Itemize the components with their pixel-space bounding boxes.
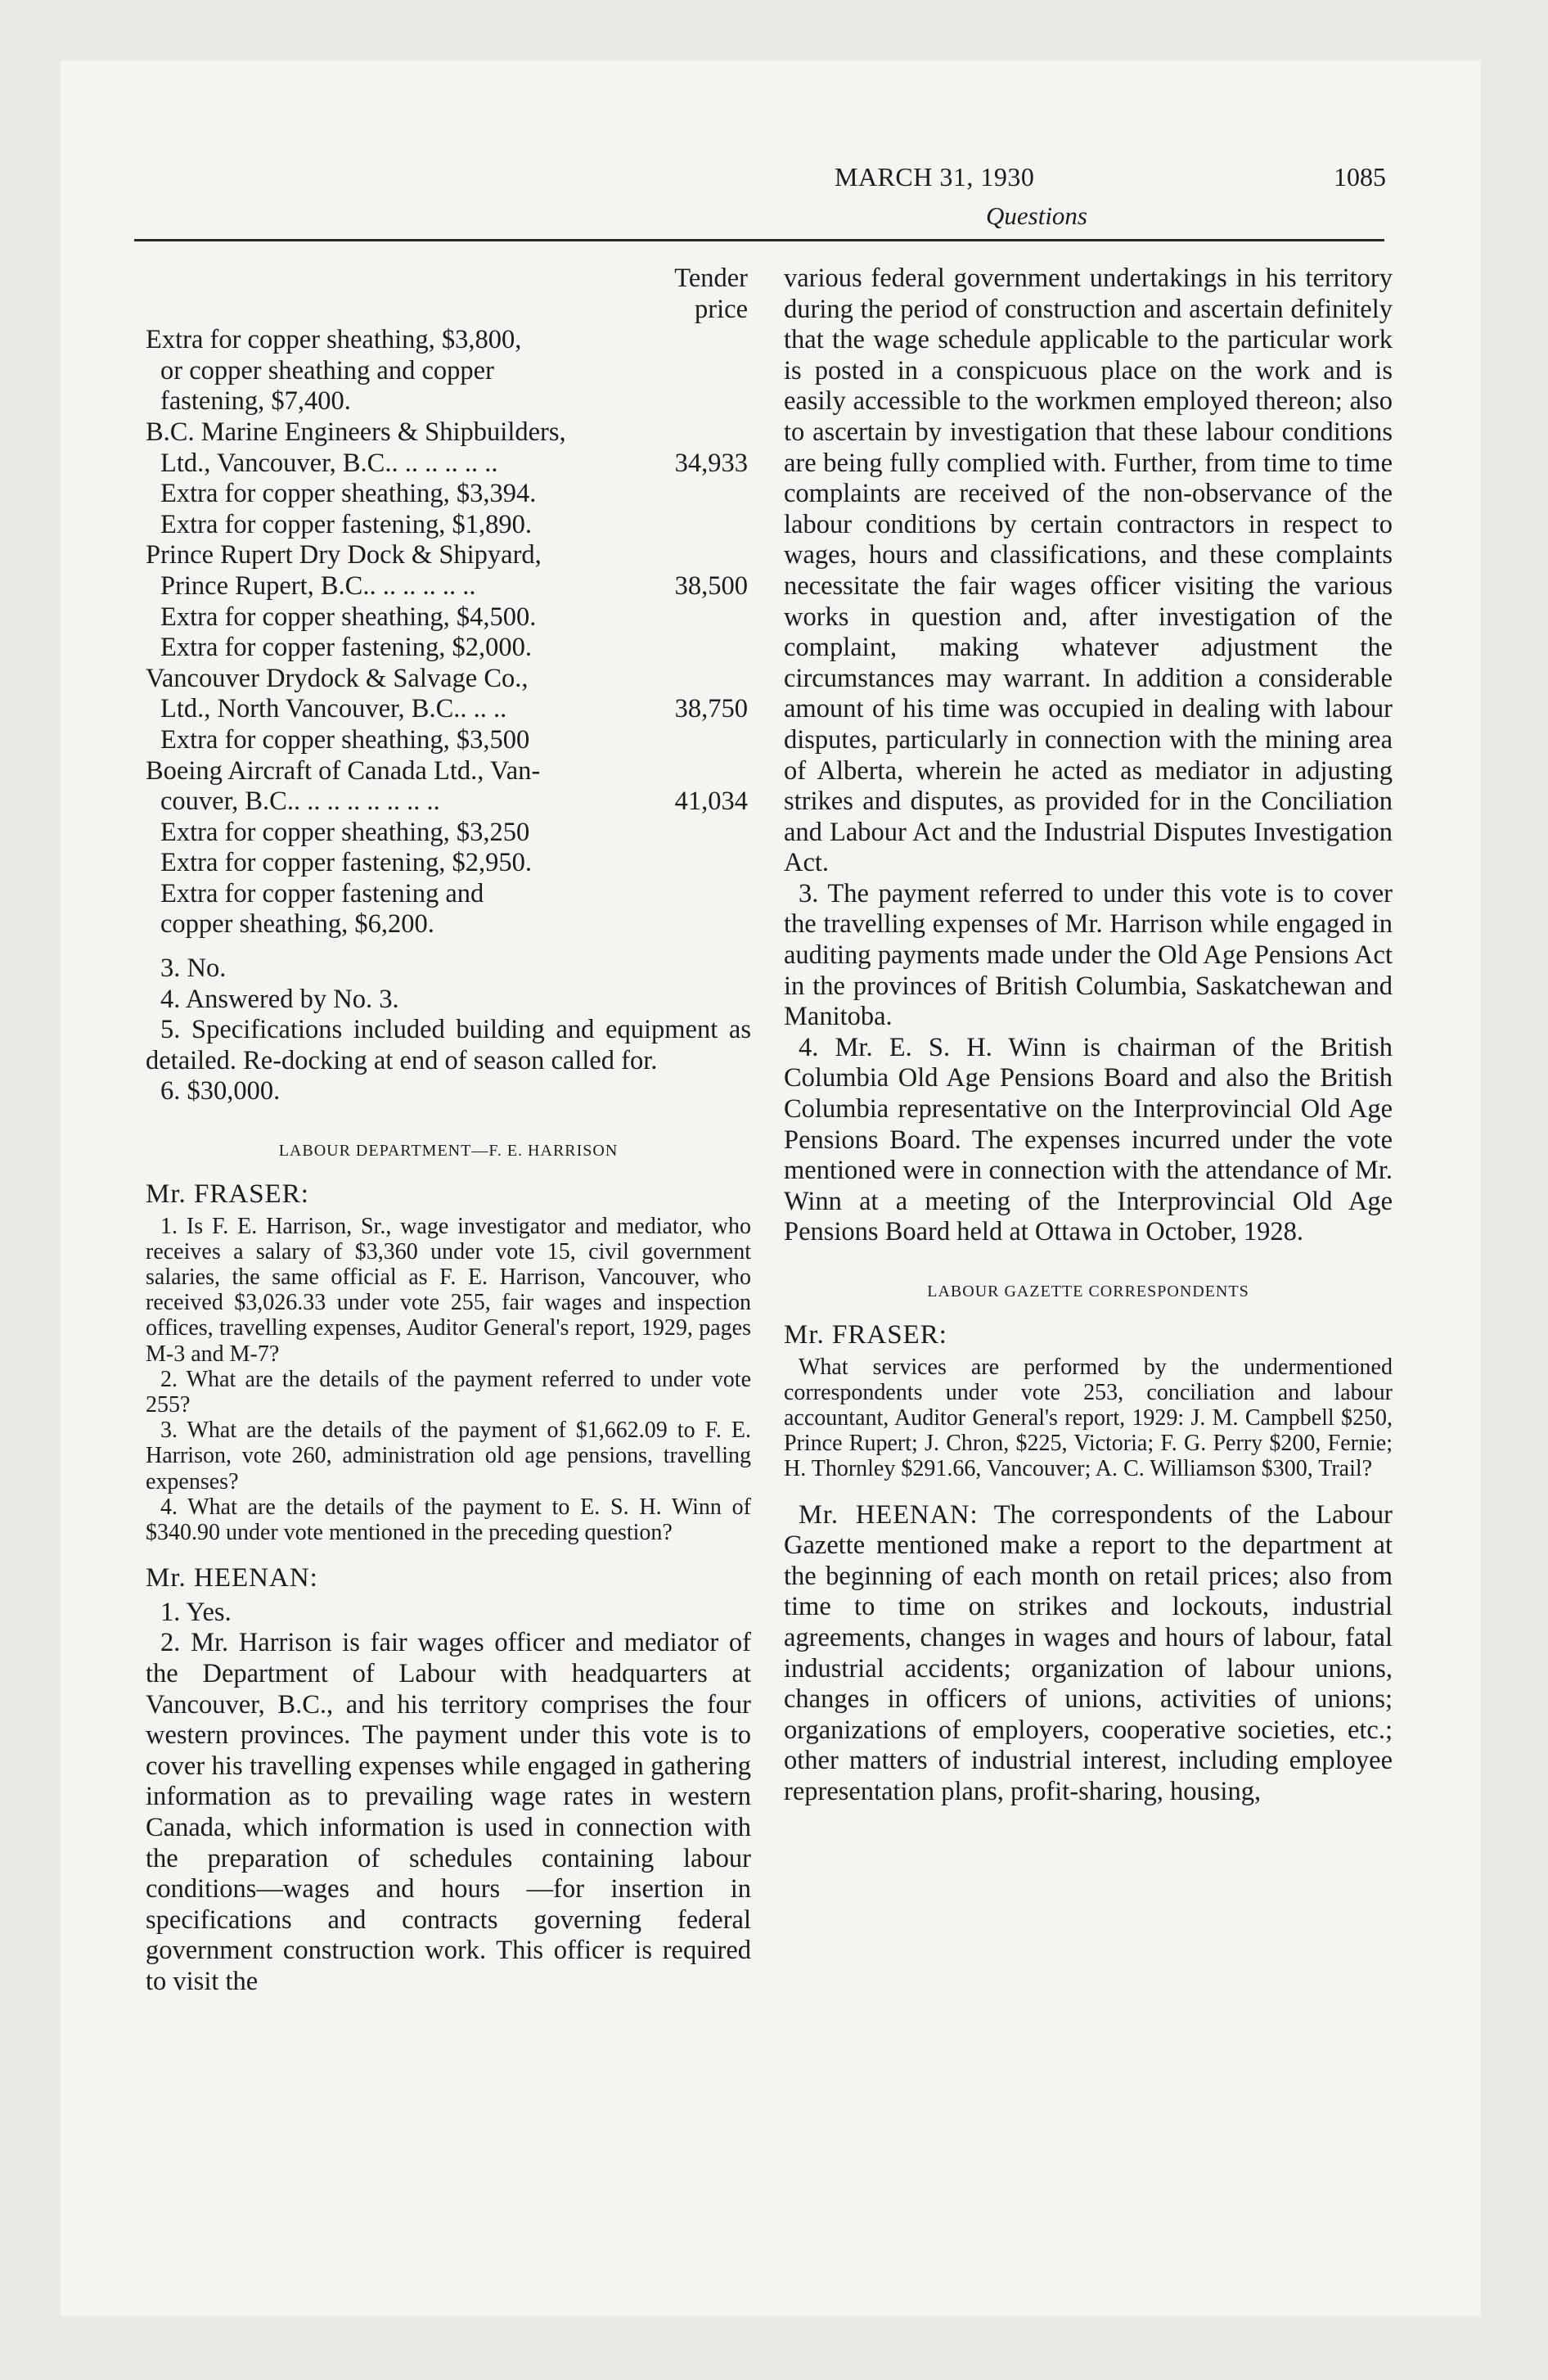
question-paragraph: 3. What are the details of the payment of $1,662.09 to F. E. Harrison, vote 260, administration old age pensions, travelling expenses? bbox=[146, 1418, 751, 1494]
question-paragraph: What services are performed by the undermentioned correspondents under vote 253, conciliation and labour accountant, Auditor General's report, 1929: J. M. Campbell $250, Prince Rupert; J. Chron, $225, Victoria; F. G. Perry $200, Fernie; H. Thornley $291.66, Vancouver; A. C. Williamson $300, Trail? bbox=[784, 1354, 1393, 1482]
speaker-name: Mr. HEENAN: bbox=[799, 1499, 979, 1530]
tender-row-text: or copper sheathing and copper bbox=[160, 355, 494, 385]
tender-row bbox=[146, 479, 751, 510]
tender-price-heading bbox=[146, 264, 751, 325]
tender-row-text: Ltd., Vancouver, B.C.. .. .. .. .. .. bbox=[160, 448, 498, 478]
tender-row-text: B.C. Marine Engineers & Shipbuilders, bbox=[146, 417, 566, 447]
right-column bbox=[784, 264, 1393, 1808]
header-rule bbox=[134, 239, 1384, 241]
answer-paragraph: 1. Yes. bbox=[160, 1597, 232, 1627]
tender-row bbox=[146, 818, 751, 849]
tender-list bbox=[146, 325, 751, 940]
tender-row-text: Prince Rupert, B.C.. .. .. .. .. .. bbox=[160, 570, 476, 601]
tender-row bbox=[146, 602, 751, 633]
questions-block bbox=[146, 1214, 751, 1546]
tender-amount: 41,034 bbox=[674, 787, 748, 817]
page-header bbox=[0, 0, 1548, 246]
tender-amount: 38,750 bbox=[674, 694, 748, 724]
speaker-name: Mr. FRASER: bbox=[146, 1179, 309, 1210]
answers-block-1 bbox=[146, 953, 751, 1107]
tender-row-text: copper sheathing, $6,200. bbox=[160, 909, 434, 940]
tender-row bbox=[146, 386, 751, 417]
speaker-name: Mr. HEENAN: bbox=[146, 1563, 318, 1593]
tender-row bbox=[146, 879, 751, 910]
tender-row-text: Ltd., North Vancouver, B.C.. .. .. bbox=[160, 694, 507, 724]
tender-row-text: Vancouver Drydock & Salvage Co., bbox=[146, 663, 529, 693]
tender-row-text: Extra for copper sheathing, $3,394. bbox=[160, 479, 537, 509]
question-paragraph: 2. What are the details of the payment referred to under vote 255? bbox=[146, 1366, 751, 1418]
tender-row-text: Boeing Aircraft of Canada Ltd., Van- bbox=[146, 755, 541, 786]
tender-row bbox=[146, 540, 751, 571]
speaker-name: Mr. FRASER: bbox=[784, 1320, 947, 1350]
section-heading: LABOUR GAZETTE CORRESPONDENTS bbox=[927, 1282, 1249, 1300]
tender-row-text: Extra for copper fastening, $2,000. bbox=[160, 633, 532, 663]
header-page-number: 1085 bbox=[1334, 162, 1386, 192]
tender-row-text: Extra for copper fastening and bbox=[160, 878, 484, 908]
tender-row bbox=[146, 449, 751, 480]
tender-row bbox=[146, 909, 751, 940]
answer-paragraph: 2. Mr. Harrison is fair wages officer and mediator of the Department of Labour with headquarters at Vancouver, B.C., and his territory comprises the four western provinces. The payment under this vote is to cover his travelling expenses while engaged in gathering information as to prevailing wage rates in western Canada, which information is used in connection with the preparation of schedules containing labour conditions—wages and hours —for insertion in specifications and contracts governing federal government construction work. This officer is required to visit the bbox=[146, 1628, 751, 1996]
tender-row bbox=[146, 848, 751, 879]
tender-row bbox=[146, 756, 751, 787]
answer-text: The correspondents of the Labour Gazette mentioned make a report to the department at the beginning of each month on retail prices; also from time to time on strikes and lockouts, industrial agreements, changes in wages and hours of labour, fatal industrial accidents; organization of labour unions, changes in officers of unions, activities of unions; organizations of employers, cooperative societies, etc.; other matters of industrial interest, including employee representation plans, profit-sharing, housing, bbox=[784, 1499, 1393, 1806]
tender-amount: 34,933 bbox=[674, 448, 748, 478]
tender-row-text: couver, B.C.. .. .. .. .. .. .. .. bbox=[160, 787, 440, 817]
tender-row-text: fastening, $7,400. bbox=[160, 386, 351, 417]
answer-paragraph: 6. $30,000. bbox=[160, 1076, 281, 1107]
tender-row bbox=[146, 510, 751, 541]
tender-row-text: Extra for copper sheathing, $3,250 bbox=[160, 817, 530, 847]
answer-paragraph: 4. Mr. E. S. H. Winn is chairman of the British Columbia Old Age Pensions Board and also the British Columbia representative on the Interprovincial Old Age Pensions Board. The expenses incurred under the vote mentioned were in connection with the attendance of Mr. Winn at a meeting of the Interprovincial Old Age Pensions Board held at Ottawa in October, 1928. bbox=[784, 1032, 1393, 1247]
tender-row bbox=[146, 694, 751, 725]
tender-row bbox=[146, 633, 751, 664]
tender-row-text: Extra for copper sheathing, $3,800, bbox=[146, 325, 522, 355]
header-date: MARCH 31, 1930 bbox=[835, 162, 1035, 192]
question-paragraph: 4. What are the details of the payment to E. S. H. Winn of $340.90 under vote mentioned in the preceding question? bbox=[146, 1494, 751, 1546]
answer-paragraph: 3. No. bbox=[160, 953, 227, 984]
tender-row bbox=[146, 725, 751, 756]
answer-paragraph: 5. Specifications included building and equipment as detailed. Re-docking at end of season called for. bbox=[146, 1015, 751, 1075]
tender-row-text: Extra for copper fastening, $2,950. bbox=[160, 848, 532, 878]
answer-paragraph bbox=[784, 1500, 1393, 1808]
tender-heading-line: price bbox=[695, 294, 748, 324]
tender-heading-line: Tender bbox=[674, 264, 748, 293]
left-column bbox=[146, 264, 751, 1998]
tender-row bbox=[146, 787, 751, 818]
section-heading: LABOUR DEPARTMENT—F. E. HARRISON bbox=[278, 1142, 619, 1161]
tender-row-text: Prince Rupert Dry Dock & Shipyard, bbox=[146, 540, 542, 570]
answer-paragraph: 4. Answered by No. 3. bbox=[160, 984, 399, 1014]
tender-row-text: Extra for copper fastening, $1,890. bbox=[160, 509, 532, 539]
continued-paragraph: various federal government undertakings in his territory during the period of construction and ascertain definitely that the wage schedule applicable to the particular work is posted in a conspicuous place on the work and is easily accessible to the workmen employed thereon; also to ascertain by investigation that these labour conditions are being fully complied with. Further, from time to time complaints are received of the non-observance of the labour conditions by certain contractors in respect to wages, hours and classifications, and these complaints necessitate the fair wages officer visiting the various works in question and, after investigation of the complaint, making whatever adjustment the circumstances may warrant. In addition a considerable amount of his time was occupied in dealing with labour disputes, particularly in connection with the mining area of Alberta, wherein he acted as mediator in adjusting strikes and disputes, as provided for in the Conciliation and Labour Act and the Industrial Disputes Investigation Act. bbox=[784, 264, 1393, 878]
tender-row bbox=[146, 417, 751, 449]
tender-amount: 38,500 bbox=[674, 570, 748, 601]
tender-row-text: Extra for copper sheathing, $4,500. bbox=[160, 602, 537, 632]
header-section: Questions bbox=[986, 201, 1087, 230]
question-paragraph: 1. Is F. E. Harrison, Sr., wage investigator and mediator, who receives a salary of $3,360 under vote 15, civil government salaries, the same official as F. E. Harrison, Vancouver, who received $3,026.33 under vote 255, fair wages and inspection offices, travelling expenses, Auditor General's report, 1929, pages M-3 and M-7? bbox=[146, 1213, 751, 1367]
tender-row bbox=[146, 325, 751, 356]
tender-row bbox=[146, 664, 751, 695]
tender-row-text: Extra for copper sheathing, $3,500 bbox=[160, 724, 530, 755]
tender-row bbox=[146, 571, 751, 602]
tender-row bbox=[146, 356, 751, 387]
answer-paragraph: 3. The payment referred to under this vote is to cover the travelling expenses of Mr. Harrison while engaged in auditing payments made under the Old Age Pensions Act in the provinces of British Columbia, Saskatchewan and Manitoba. bbox=[784, 878, 1393, 1032]
